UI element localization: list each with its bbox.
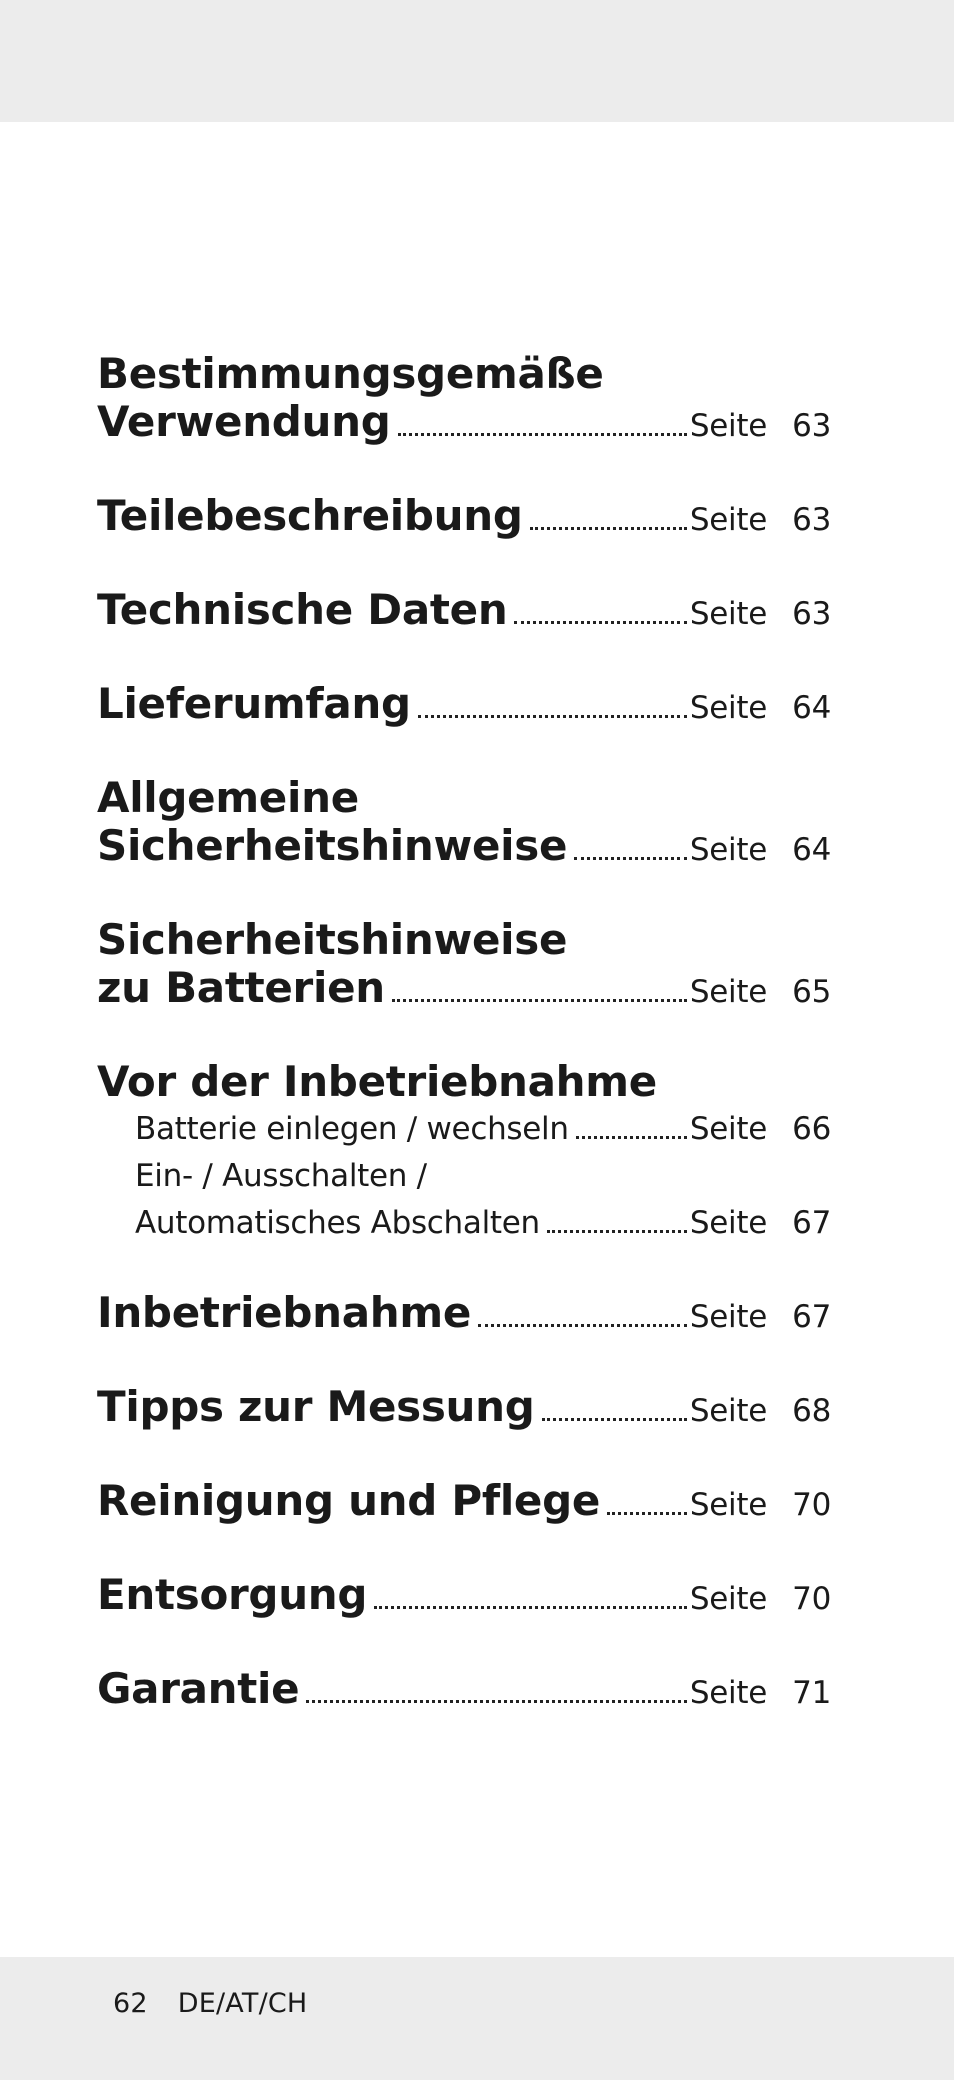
dot-leader [576,1136,687,1139]
toc-entry-title: Vor der Inbetriebnahme [97,1057,657,1106]
page-label: Seite [689,1299,767,1335]
dot-leader [306,1700,687,1703]
toc-entry[interactable] [97,1058,831,1247]
page-number: 67 [792,1205,831,1241]
toc-entry-title: zu Batterien [97,963,385,1012]
toc-entry[interactable] [97,586,831,638]
dot-leader [530,527,687,530]
dot-leader [392,999,687,1002]
toc-entry-title-line [97,398,831,450]
page-label: Seite [689,408,767,444]
toc-entry[interactable] [97,916,831,1016]
toc-subentry-title: Automatisches Abschalten [135,1205,540,1241]
dot-leader [514,621,686,624]
page-label: Seite [689,690,767,726]
page-label: Seite [689,1393,767,1429]
toc-entry-title: Verwendung [97,397,391,446]
toc-entry-title-line [97,680,831,732]
toc-entry[interactable] [97,1289,831,1341]
toc-entry[interactable] [97,680,831,732]
header-band [0,0,954,122]
toc-entry-title: Technische Daten [97,585,508,634]
page-number: 71 [792,1675,831,1711]
page-label: Seite [689,832,767,868]
toc-entry-title: Sicherheitshinweise [97,915,568,964]
toc-subentry-title: Ein- / Ausschalten / [135,1158,427,1194]
footer-region: DE/AT/CH [177,1988,308,2019]
page-number: 65 [792,974,831,1010]
toc-entry-title-line [97,822,831,874]
page-number: 70 [792,1487,831,1523]
page-label: Seite [689,1675,767,1711]
toc-entry-title: Garantie [97,1664,300,1713]
toc-entry-title: Allgemeine [97,773,359,822]
toc-entry-title: Lieferumfang [97,679,411,728]
toc-entry[interactable] [97,1665,831,1717]
dot-leader [542,1418,687,1421]
page-label: Seite [689,1581,767,1617]
toc-subentry-title-line [135,1106,831,1153]
toc-subentry[interactable] [97,1153,831,1247]
page-number: 67 [792,1299,831,1335]
toc-entry-title-line [97,1477,831,1529]
dot-leader [374,1606,687,1609]
page-label: Seite [689,1487,767,1523]
toc-entry-title-line [97,1571,831,1623]
page-label: Seite [689,1205,767,1241]
page-number: 63 [792,502,831,538]
toc-subentry[interactable] [97,1106,831,1153]
toc-entry-title: Entsorgung [97,1570,368,1619]
toc-entry-title-line [97,774,831,822]
toc-subentry-title-line [135,1153,831,1200]
toc-entry[interactable] [97,492,831,544]
page-label: Seite [689,974,767,1010]
toc-entry[interactable] [97,1477,831,1529]
toc-entry-title-line [97,1289,831,1341]
toc-subentry-title-line [135,1200,831,1247]
toc-entry-title: Sicherheitshinweise [97,821,568,870]
dot-leader [418,715,687,718]
toc-entry-title-line [97,964,831,1016]
dot-leader [607,1512,687,1515]
page-number: 63 [792,596,831,632]
toc-entry[interactable] [97,1571,831,1623]
toc-entry[interactable] [97,1383,831,1435]
toc-entry-title-line [97,350,831,398]
toc-entry-title-line [97,1383,831,1435]
toc-entry-title: Inbetriebnahme [97,1288,472,1337]
page-label: Seite [689,502,767,538]
toc-entry-title-line [97,916,831,964]
dot-leader [478,1324,687,1327]
page-number: 64 [792,832,831,868]
toc-entry-title: Reinigung und Pflege [97,1476,601,1525]
toc-entry-title: Bestimmungsgemäße [97,349,604,398]
page-number: 70 [792,1581,831,1617]
page-number: 64 [792,690,831,726]
footer-page-number: 62 [113,1988,148,2019]
toc-entry-title: Tipps zur Messung [97,1382,535,1431]
table-of-contents [97,350,831,1759]
toc-entry-title-line [97,586,831,638]
page-number: 68 [792,1393,831,1429]
page-number: 66 [792,1111,831,1147]
page-footer [113,1988,307,2019]
page-label: Seite [689,596,767,632]
toc-entry-title: Teilebeschreibung [97,491,523,540]
toc-subentry-title: Batterie einlegen / wechseln [135,1111,569,1147]
dot-leader [398,433,687,436]
page-number: 63 [792,408,831,444]
toc-entry[interactable] [97,350,831,450]
toc-entry-title-line [97,1665,831,1717]
toc-entry-title-line [97,492,831,544]
page-label: Seite [689,1111,767,1147]
dot-leader [574,857,687,860]
dot-leader [547,1230,687,1233]
toc-entry-title-line [97,1058,831,1106]
toc-entry[interactable] [97,774,831,874]
